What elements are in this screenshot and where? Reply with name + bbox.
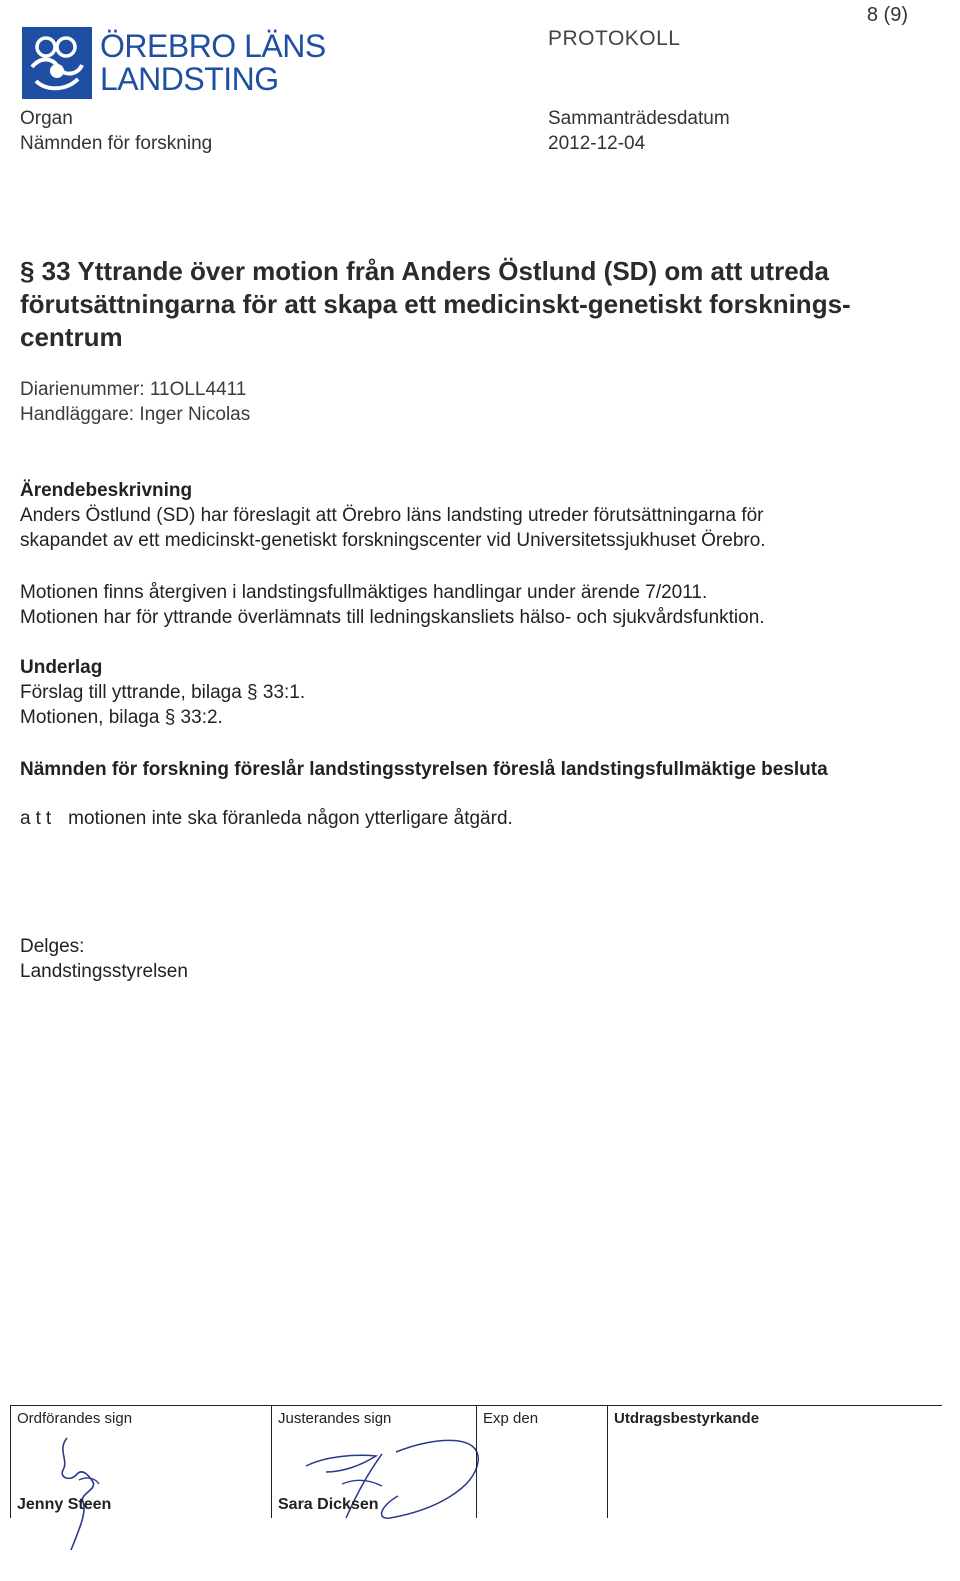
org-name-line2: LANDSTING xyxy=(100,61,279,97)
section-heading: § 33 Yttrande över motion från Anders Östlund (SD) om att utreda förutsättningarna för att skapa ett medicinskt-genetiskt forsknings-centrum xyxy=(20,256,851,352)
county-council-logo-icon xyxy=(22,27,92,99)
ordforande-signature-icon xyxy=(49,1434,119,1554)
decision-line xyxy=(20,808,513,830)
att-word: att xyxy=(20,808,57,829)
motion-section xyxy=(20,580,940,630)
ordforande-sign-cell xyxy=(10,1406,271,1518)
delges-label: Delges: xyxy=(20,936,85,957)
org-name-line1: ÖREBRO LÄNS xyxy=(100,28,326,64)
motion-line2: Motionen har för yttrande överlämnats till ledningskansliets hälso- och sjukvårdsfunktion. xyxy=(20,607,765,628)
arendebeskrivning-line1: Anders Östlund (SD) har föreslagit att Örebro läns landsting utreder förutsättningarna för xyxy=(20,505,764,526)
justerande-sign-cell xyxy=(271,1406,476,1518)
organization-name xyxy=(100,30,326,96)
utdragsbestyrkande-cell xyxy=(607,1406,943,1518)
underlag-item2: Motionen, bilaga § 33:2. xyxy=(20,707,223,728)
underlag-section xyxy=(20,655,940,730)
underlag-title: Underlag xyxy=(20,657,103,678)
ordforande-sign-label: Ordförandes sign xyxy=(17,1410,133,1427)
organ-block xyxy=(20,106,212,156)
utdragsbestyrkande-label: Utdragsbestyrkande xyxy=(614,1410,760,1427)
motion-line1: Motionen finns återgiven i landstingsfullmäktiges handlingar under ärende 7/2011. xyxy=(20,582,708,603)
delges-block xyxy=(20,934,188,984)
justerande-sign-label: Justerandes sign xyxy=(278,1410,392,1427)
meeting-date-label: Sammanträdesdatum xyxy=(548,108,730,129)
delges-value: Landstingsstyrelsen xyxy=(20,961,188,982)
organ-value: Nämnden för forskning xyxy=(20,133,213,154)
diarienummer: Diarienummer: 11OLL4411 xyxy=(20,379,247,400)
signature-table xyxy=(10,1405,942,1518)
arendebeskrivning-section xyxy=(20,478,940,553)
underlag-item1: Förslag till yttrande, bilaga § 33:1. xyxy=(20,682,306,703)
reference-block xyxy=(20,377,250,427)
meeting-date-block xyxy=(548,106,730,156)
handlaggare: Handläggare: Inger Nicolas xyxy=(20,404,251,425)
proposal-text: Nämnden för forskning föreslår landstingsstyrelsen föreslå landstingsfullmäktige besluta xyxy=(20,759,828,780)
organ-label: Organ xyxy=(20,108,73,129)
arendebeskrivning-line2: skapandet av ett medicinskt-genetiskt forskningscenter vid Universitetssjukhuset Örebro. xyxy=(20,530,766,551)
ordforande-name: Jenny Steen xyxy=(17,1496,112,1513)
decision-text: motionen inte ska föranleda någon ytterligare åtgärd. xyxy=(68,808,513,829)
exp-den-label: Exp den xyxy=(483,1410,539,1427)
exp-den-cell xyxy=(476,1406,607,1518)
arendebeskrivning-title: Ärendebeskrivning xyxy=(20,480,193,501)
justerande-name: Sara Dicksen xyxy=(278,1496,379,1513)
page-number: 8 (9) xyxy=(866,4,908,26)
meeting-date-value: 2012-12-04 xyxy=(548,133,646,154)
document-type: PROTOKOLL xyxy=(548,27,681,50)
